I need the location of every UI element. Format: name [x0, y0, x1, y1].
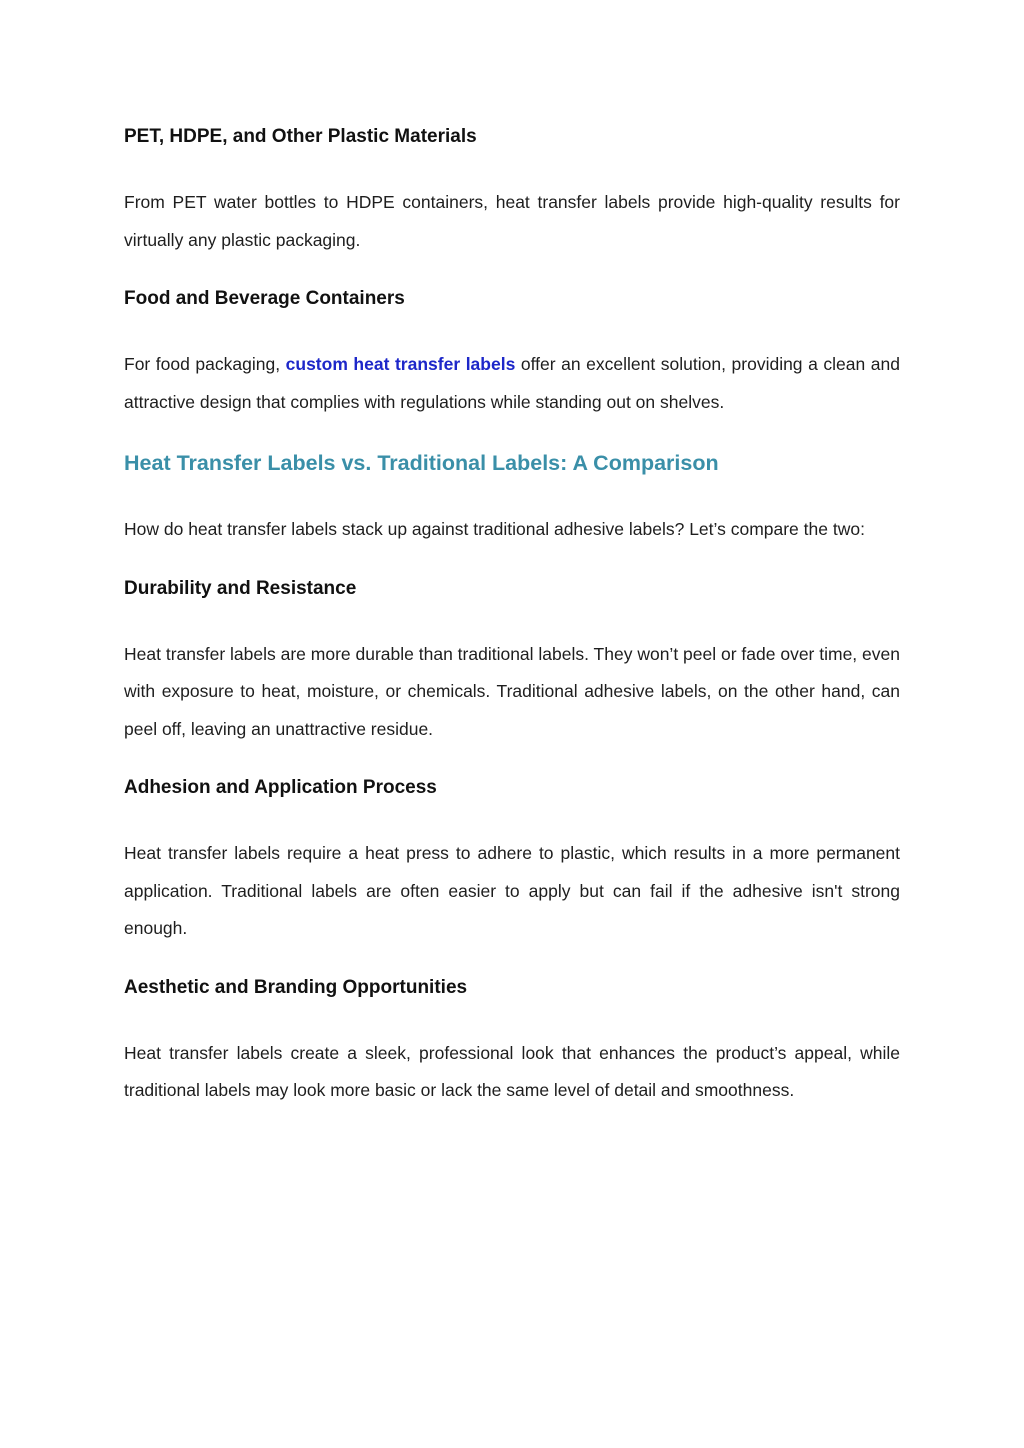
section-body-pet-hdpe: From PET water bottles to HDPE containers, heat transfer labels provide high-quality results for virtually any plastic packaging. — [124, 192, 900, 250]
section-body-adhesion: Heat transfer labels require a heat press to adhere to plastic, which results in a more permanent application. Traditional labels are often easier to apply but can fail if the adhesive isn't strong enough. — [124, 843, 900, 938]
custom-heat-transfer-labels-link[interactable]: custom heat transfer labels — [285, 354, 516, 374]
section-body-food-beverage — [124, 346, 900, 421]
section-heading-aesthetic: Aesthetic and Branding Opportunities — [124, 976, 468, 998]
comparison-intro: How do heat transfer labels stack up against traditional adhesive labels? Let’s compare the two: — [124, 519, 865, 539]
section-heading-adhesion: Adhesion and Application Process — [124, 777, 437, 798]
section-body-durability: Heat transfer labels are more durable than traditional labels. They won’t peel or fade over time, even with exposure to heat, moisture, or chemicals. Traditional adhesive labels, on the other hand, can peel off, leaving an unattractive residue. — [124, 643, 900, 739]
comparison-heading: Heat Transfer Labels vs. Traditional Labels: A Comparison — [124, 451, 719, 475]
section-heading-durability: Durability and Resistance — [124, 577, 357, 599]
body-text-before-link: For food packaging, — [124, 354, 286, 374]
document-page — [124, 122, 900, 1110]
section-heading-pet-hdpe: PET, HDPE, and Other Plastic Materials — [124, 126, 477, 147]
section-body-aesthetic: Heat transfer labels create a sleek, professional look that enhances the product’s appeal, while traditional labels may look more basic or lack the same level of detail and smoothness. — [124, 1042, 900, 1100]
section-heading-food-beverage: Food and Beverage Containers — [124, 288, 405, 309]
body-text-after-link: offer an excellent solution, providing a clean and attractive design that complies with regulations while standing out on shelves. — [124, 354, 900, 412]
